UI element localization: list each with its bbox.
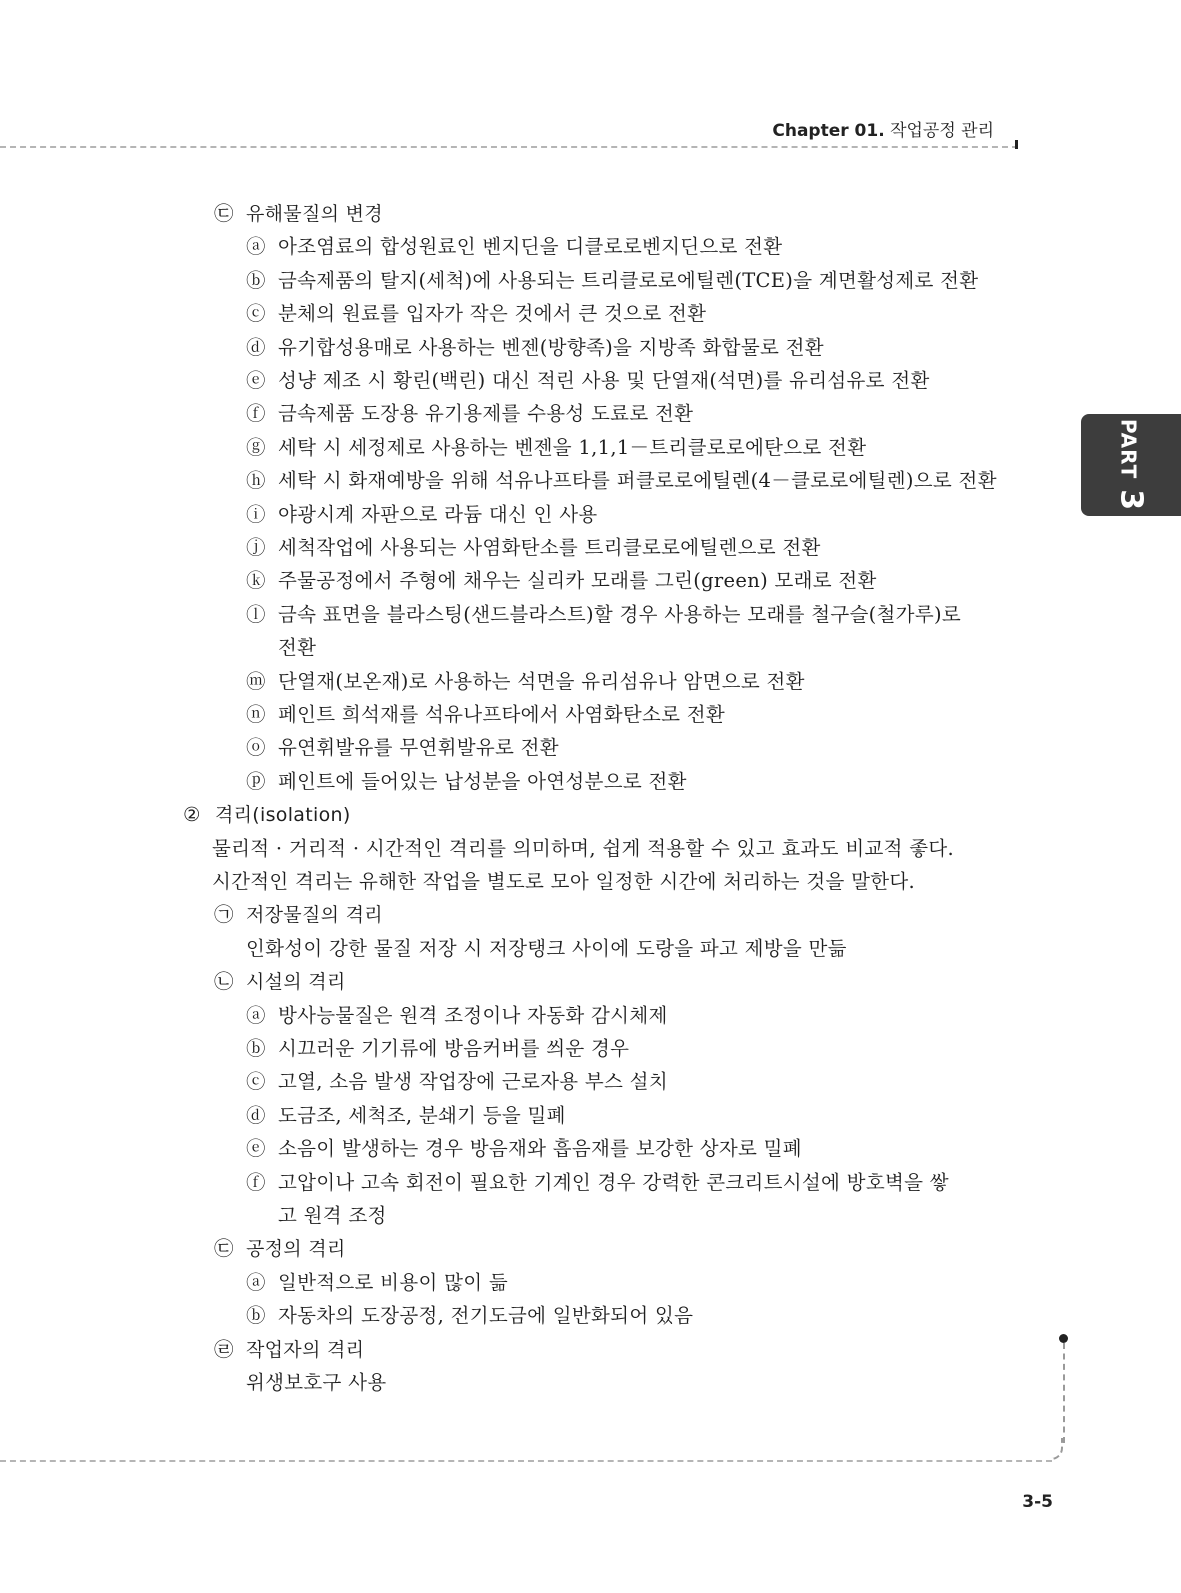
header-divider — [0, 146, 1018, 148]
list-item: ⓐ 방사능물질은 원격 조정이나 자동화 감시체제 — [246, 1004, 668, 1027]
subsection-heading: ㉠ 저장물질의 격리 — [214, 903, 383, 926]
list-item: ⓐ 일반적으로 비용이 많이 듦 — [246, 1271, 509, 1294]
list-item: ⓚ 주물공정에서 주형에 채우는 실리카 모래를 그린(green) 모래로 전환 — [246, 569, 877, 592]
page-corner-dot — [1059, 1334, 1068, 1343]
list-item-continuation: 전환 — [278, 636, 317, 659]
list-item: ⓕ 금속제품 도장용 유기용제를 수용성 도료로 전환 — [246, 402, 694, 425]
subsection-heading: ㉡ 시설의 격리 — [214, 970, 346, 993]
list-item: ⓑ 자동차의 도장공정, 전기도금에 일반화되어 있음 — [246, 1304, 694, 1327]
subsection-heading: ㉢ 공정의 격리 — [214, 1237, 346, 1260]
page-number: 3-5 — [1022, 1492, 1053, 1512]
list-item: ⓑ 시끄러운 기기류에 방음커버를 씌운 경우 — [246, 1037, 630, 1060]
part-tab-label: PART — [1116, 418, 1141, 480]
footer-divider — [0, 1460, 1052, 1462]
subsection-description: 위생보호구 사용 — [246, 1371, 387, 1394]
list-item: ⓑ 금속제품의 탈지(세척)에 사용되는 트리클로로에틸렌(TCE)을 계면활성제로 전환 — [246, 269, 979, 292]
paragraph: 시간적인 격리는 유해한 작업을 별도로 모아 일정한 시간에 처리하는 것을 말한다. — [212, 870, 916, 893]
list-item: ⓟ 페인트에 들어있는 납성분을 아연성분으로 전환 — [246, 770, 687, 793]
subsection-description: 인화성이 강한 물질 저장 시 저장탱크 사이에 도랑을 파고 제방을 만듦 — [246, 937, 847, 960]
running-header — [772, 116, 994, 141]
header-divider-end-mark — [1015, 140, 1018, 149]
list-item: ⓗ 세탁 시 화재예방을 위해 석유나프타를 퍼클로로에틸렌(4－클로로에틸렌)으로 전환 — [246, 469, 997, 492]
list-item: ⓛ 금속 표면을 블라스팅(샌드블라스트)할 경우 사용하는 모래를 철구슬(철가루)로 — [246, 603, 962, 626]
list-item: ⓞ 유연휘발유를 무연휘발유로 전환 — [246, 736, 559, 759]
list-item: ⓒ 고열, 소음 발생 작업장에 근로자용 부스 설치 — [246, 1070, 668, 1093]
footer-corner-rule — [1051, 1438, 1063, 1460]
list-item: ⓖ 세탁 시 세정제로 사용하는 벤젠을 1,1,1－트리클로로에탄으로 전환 — [246, 436, 867, 459]
section-heading: ② 격리(isolation) — [183, 803, 351, 826]
list-item: ⓕ 고압이나 고속 회전이 필요한 기계인 경우 강력한 콘크리트시설에 방호벽을 쌓 — [246, 1171, 949, 1194]
footer-side-rule — [1063, 1343, 1065, 1443]
list-item: ⓜ 단열재(보온재)로 사용하는 석면을 유리섬유나 암면으로 전환 — [246, 670, 805, 693]
subsection-heading: ㉢ 유해물질의 변경 — [214, 202, 383, 225]
paragraph: 물리적 · 거리적 · 시간적인 격리를 의미하며, 쉽게 적용할 수 있고 효과도 비교적 좋다. — [212, 837, 954, 860]
list-item: ⓓ 유기합성용매로 사용하는 벤젠(방향족)을 지방족 화합물로 전환 — [246, 336, 824, 359]
list-item: ⓓ 도금조, 세척조, 분쇄기 등을 밀폐 — [246, 1104, 566, 1127]
list-item: ⓔ 성냥 제조 시 황린(백린) 대신 적린 사용 및 단열재(석면)를 유리섬유로 전환 — [246, 369, 930, 392]
list-item: ⓐ 아조염료의 합성원료인 벤지딘을 디클로로벤지딘으로 전환 — [246, 235, 783, 258]
list-item-continuation: 고 원격 조정 — [278, 1204, 387, 1227]
chapter-title: 작업공정 관리 — [890, 121, 994, 141]
list-item: ⓔ 소음이 발생하는 경우 방음재와 흡음재를 보강한 상자로 밀폐 — [246, 1137, 802, 1160]
part-tab-number: 3 — [1113, 489, 1149, 512]
part-tab — [1081, 414, 1181, 516]
chapter-label: Chapter 01. — [772, 121, 885, 141]
list-item: ⓘ 야광시계 자판으로 라듐 대신 인 사용 — [246, 503, 598, 526]
list-item: ⓝ 페인트 희석재를 석유나프타에서 사염화탄소로 전환 — [246, 703, 726, 726]
list-item: ⓙ 세척작업에 사용되는 사염화탄소를 트리클로로에틸렌으로 전환 — [246, 536, 821, 559]
subsection-heading: ㉣ 작업자의 격리 — [214, 1338, 365, 1361]
list-item: ⓒ 분체의 원료를 입자가 작은 것에서 큰 것으로 전환 — [246, 302, 707, 325]
